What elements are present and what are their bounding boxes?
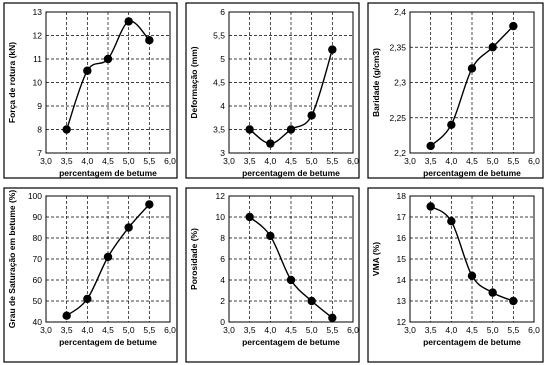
x-tick-label: 6,0 <box>347 325 359 335</box>
x-tick-label: 4,0 <box>81 325 94 335</box>
x-tick-label: 5,5 <box>326 156 339 166</box>
y-axis-label: Força de rotura (kN) <box>7 41 17 124</box>
data-point <box>266 139 274 147</box>
x-tick-label: 3,0 <box>223 156 235 166</box>
y-tick-label: 2,25 <box>389 112 406 123</box>
x-tick-label: 5,5 <box>143 156 156 166</box>
y-tick-label: 10 <box>215 212 225 222</box>
chart-panel-4 <box>4 188 177 362</box>
data-point <box>447 121 455 129</box>
y-tick-label: 2,4 <box>394 7 406 17</box>
y-tick-label: 9 <box>37 101 42 111</box>
data-point <box>124 223 132 231</box>
data-point <box>145 36 153 44</box>
y-tick-label: 90 <box>32 212 42 222</box>
y-tick-label: 8 <box>220 233 225 243</box>
data-point <box>245 213 253 221</box>
x-tick-label: 3,5 <box>60 325 73 335</box>
data-point <box>426 142 434 150</box>
data-point <box>287 276 295 284</box>
x-tick-label: 3,0 <box>223 325 235 335</box>
data-point <box>124 17 132 25</box>
y-tick-label: 12 <box>32 30 42 41</box>
data-point <box>488 43 496 51</box>
panel-frame <box>186 3 359 178</box>
y-tick-label: 80 <box>32 233 42 243</box>
y-tick-label: 16 <box>396 233 406 243</box>
x-tick-label: 4,5 <box>466 156 478 166</box>
y-tick-label: 8 <box>37 124 42 135</box>
x-tick-label: 6,0 <box>528 156 540 166</box>
y-tick-label: 2,2 <box>394 148 406 158</box>
y-tick-label: 14 <box>396 275 406 285</box>
x-tick-label: 3,0 <box>404 156 416 166</box>
y-tick-label: 6 <box>220 7 225 17</box>
data-point <box>62 125 70 133</box>
data-point <box>245 125 253 133</box>
chart-panel-5 <box>186 188 359 362</box>
y-tick-label: 15 <box>396 254 406 264</box>
y-tick-label: 40 <box>32 317 42 327</box>
data-point <box>488 288 496 296</box>
x-tick-label: 4,5 <box>466 325 478 335</box>
y-axis-label: Baridade (g/cm3) <box>371 48 381 117</box>
x-tick-label: 4,0 <box>264 156 277 166</box>
x-tick-label: 4,5 <box>102 325 114 335</box>
x-tick-label: 3,5 <box>60 156 73 166</box>
y-tick-label: 70 <box>32 254 42 264</box>
y-tick-label: 50 <box>32 296 42 306</box>
x-tick-label: 5,0 <box>122 156 135 166</box>
y-tick-label: 3,5 <box>213 124 225 135</box>
x-axis-label: percentagem de betume <box>423 337 521 347</box>
x-axis-label: percentagem de betume <box>423 168 521 178</box>
data-point <box>468 64 476 72</box>
x-tick-label: 5,0 <box>486 325 499 335</box>
x-tick-label: 5,5 <box>143 325 156 335</box>
y-tick-label: 2,35 <box>389 42 406 53</box>
panel-frame <box>4 188 177 362</box>
chart-panel-1 <box>4 3 177 178</box>
y-tick-label: 17 <box>396 212 406 222</box>
panel-frame <box>186 188 359 362</box>
panel-frame <box>4 3 177 178</box>
x-tick-label: 3,0 <box>40 156 52 166</box>
data-point <box>468 272 476 280</box>
chart-panel-3 <box>368 3 543 178</box>
y-tick-label: 13 <box>32 7 42 17</box>
x-tick-label: 3,0 <box>40 325 52 335</box>
y-tick-label: 12 <box>215 191 225 201</box>
data-point <box>104 55 112 63</box>
x-tick-label: 3,5 <box>243 156 256 166</box>
data-point <box>83 295 91 303</box>
y-tick-label: 0 <box>220 317 225 327</box>
x-tick-label: 6,0 <box>347 156 359 166</box>
x-axis-label: percentagem de betume <box>242 337 340 347</box>
y-tick-label: 5,5 <box>213 30 225 41</box>
x-axis-label: percentagem de betume <box>59 168 157 178</box>
y-tick-label: 4,5 <box>213 77 225 88</box>
data-point <box>104 253 112 261</box>
x-tick-label: 6,0 <box>164 325 176 335</box>
y-tick-label: 60 <box>32 275 42 285</box>
x-tick-label: 4,0 <box>81 156 94 166</box>
x-tick-label: 5,0 <box>486 156 499 166</box>
x-tick-label: 5,5 <box>507 325 520 335</box>
data-point <box>145 200 153 208</box>
data-point <box>307 111 315 119</box>
data-point <box>426 202 434 210</box>
x-tick-label: 3,5 <box>243 325 256 335</box>
y-tick-label: 10 <box>32 77 42 88</box>
y-tick-label: 11 <box>33 54 42 64</box>
y-tick-label: 3 <box>220 148 225 158</box>
chart-panel-6 <box>368 188 543 362</box>
data-point <box>307 297 315 305</box>
data-point <box>62 312 70 320</box>
chart-panel-2 <box>186 3 359 178</box>
data-point <box>83 67 91 75</box>
x-tick-label: 4,5 <box>285 325 297 335</box>
data-point <box>509 297 517 305</box>
x-tick-label: 5,5 <box>507 156 520 166</box>
x-tick-label: 3,5 <box>424 156 437 166</box>
y-tick-label: 13 <box>396 296 406 306</box>
y-tick-label: 100 <box>27 191 42 201</box>
panel-frame <box>368 188 543 362</box>
y-axis-label: Deformação (mm) <box>189 46 199 119</box>
x-axis-label: percentagem de betume <box>242 168 340 178</box>
y-tick-label: 2,3 <box>394 77 406 88</box>
x-axis-label: percentagem de betume <box>59 337 157 347</box>
y-tick-label: 4 <box>220 275 225 285</box>
y-tick-label: 6 <box>220 254 225 264</box>
x-tick-label: 5,0 <box>305 156 318 166</box>
x-tick-label: 5,0 <box>122 325 135 335</box>
x-tick-label: 3,0 <box>404 325 416 335</box>
y-tick-label: 18 <box>396 191 406 201</box>
x-tick-label: 5,5 <box>326 325 339 335</box>
y-tick-label: 2 <box>220 296 225 306</box>
y-tick-label: 12 <box>396 317 406 327</box>
data-point <box>447 217 455 225</box>
data-point <box>328 314 336 322</box>
x-tick-label: 4,0 <box>445 156 458 166</box>
x-tick-label: 5,0 <box>305 325 318 335</box>
y-axis-label: Porosidade (%) <box>189 228 199 290</box>
data-point <box>328 45 336 53</box>
y-tick-label: 4 <box>220 101 225 111</box>
x-tick-label: 6,0 <box>164 156 176 166</box>
data-point <box>287 125 295 133</box>
x-tick-label: 3,5 <box>424 325 437 335</box>
data-point <box>266 232 274 240</box>
x-tick-label: 4,0 <box>445 325 458 335</box>
x-tick-label: 6,0 <box>528 325 540 335</box>
y-tick-label: 5 <box>220 54 225 64</box>
x-tick-label: 4,5 <box>102 156 114 166</box>
y-tick-label: 7 <box>37 148 42 158</box>
y-axis-label: Grau de Saturação em betume (%) <box>7 189 17 329</box>
x-tick-label: 4,5 <box>285 156 297 166</box>
y-axis-label: VMA (%) <box>371 241 381 277</box>
x-tick-label: 4,0 <box>264 325 277 335</box>
data-point <box>509 22 517 30</box>
